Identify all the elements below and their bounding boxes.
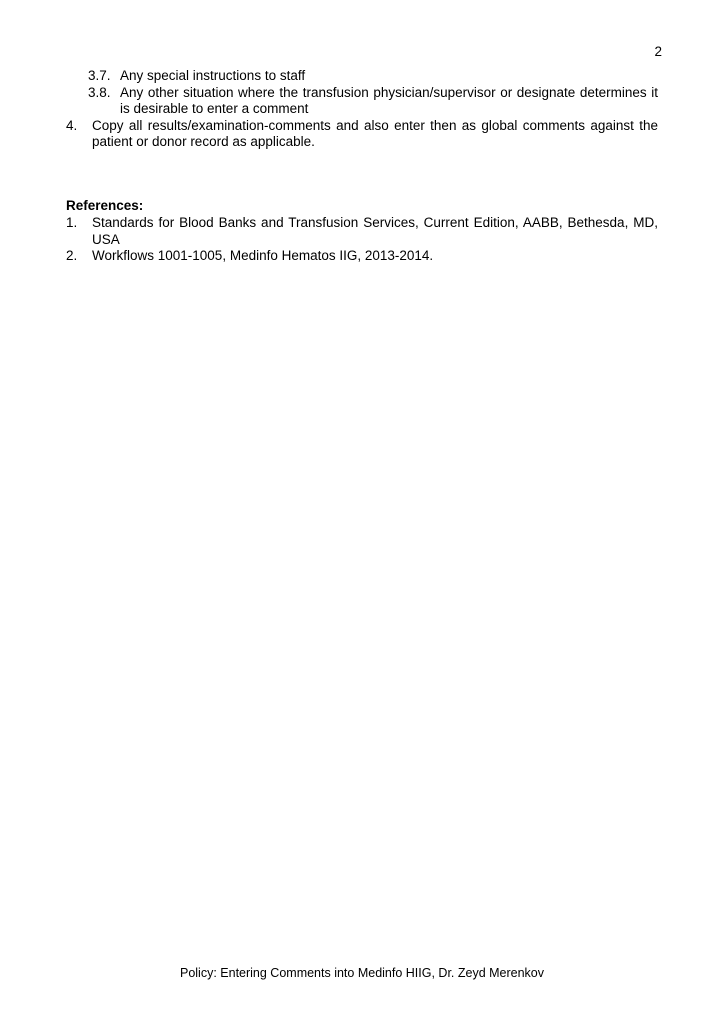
list-item-marker: 4. [66, 117, 78, 133]
page-number: 2 [654, 44, 662, 59]
list-item [88, 85, 658, 118]
list-item-marker: 1. [66, 215, 78, 230]
list-item [88, 68, 658, 85]
page-content [66, 68, 658, 265]
list-item-text: Any other situation where the transfusion physician/supervisor or designate determines it is desirable to enter a comment [120, 84, 658, 116]
references-list [66, 215, 658, 265]
list-item-text: Standards for Blood Banks and Transfusion Services, Current Edition, AABB, Bethesda, MD, USA [92, 215, 658, 247]
list-item-text: Copy all results/examination-comments and also enter then as global comments against the patient or donor record as applicable. [92, 117, 658, 149]
list-item [66, 118, 658, 151]
list-item-text: Workflows 1001-1005, Medinfo Hematos IIG, 2013-2014. [92, 248, 434, 263]
page-footer: Policy: Entering Comments into Medinfo HIIG, Dr. Zeyd Merenkov [179, 966, 545, 980]
list-item [66, 215, 658, 248]
references-heading: References: [66, 197, 144, 213]
list-item [66, 248, 658, 265]
list-item-marker: 3.8. [88, 84, 111, 100]
list-item-marker: 2. [66, 248, 78, 263]
list-item-text: Any special instructions to staff [120, 68, 306, 83]
list-item-marker: 3.7. [88, 68, 111, 83]
